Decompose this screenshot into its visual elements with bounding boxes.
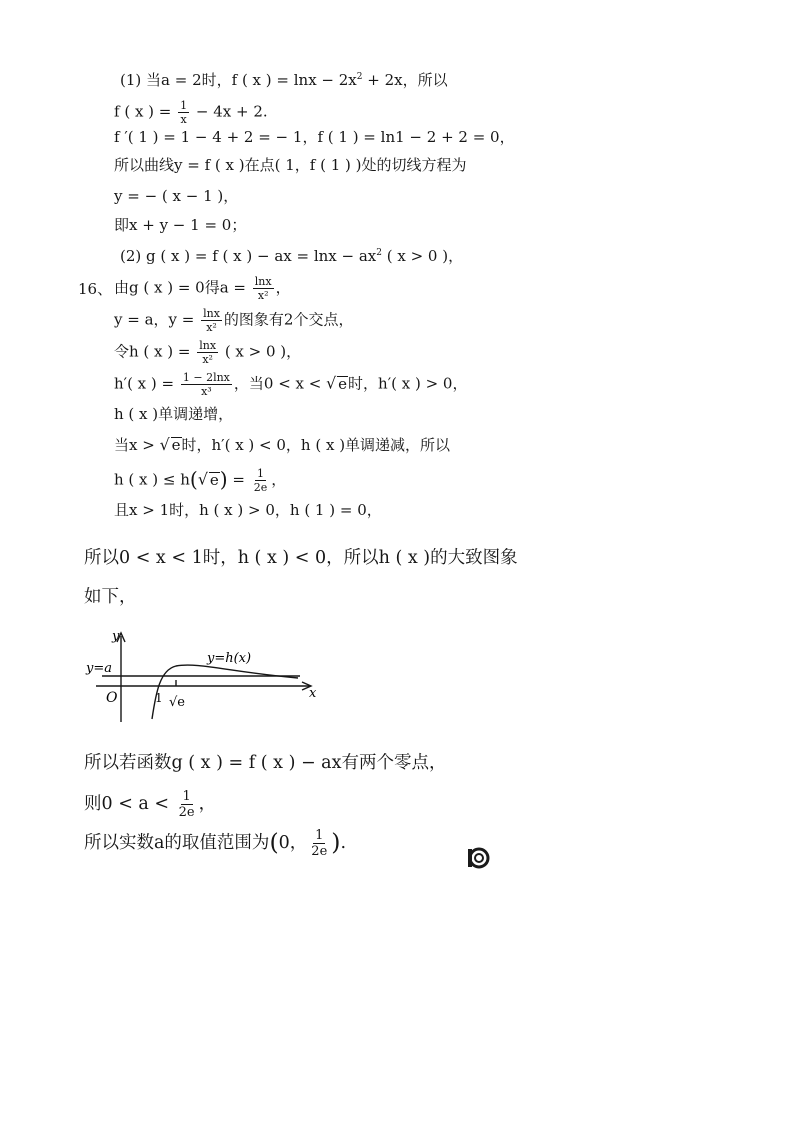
origin-label: O xyxy=(106,690,118,706)
graph-h xyxy=(80,622,330,727)
line-values-at-1: f ′( 1 ) = 1 − 4 + 2 = − 1，f ( 1 ) = ln1 − 2 + 2 = 0， xyxy=(114,128,515,146)
line-part1-condition: (1) 当a = 2时，f ( x ) = $\ln x - 2x^2 + 2x$，所以 xyxy=(120,71,448,89)
fraction: $\frac{\ln x}{\text{x²}}$ xyxy=(203,307,220,334)
line-tangent-eq: y = − ( x − 1 )， xyxy=(114,187,239,205)
line-g-zero: 由g ( x ) = 0得a = $\frac{\ln x}{\text{x²}}$ ， xyxy=(114,275,291,302)
fraction: $\frac{1 - 2\ln x}{\text{x³}}$ xyxy=(182,371,230,398)
curve-h xyxy=(152,665,298,719)
fraction: $\frac{1}{x}$ xyxy=(180,99,188,126)
line-label: y=a xyxy=(86,661,112,676)
line-h-positive: 且x > 1时，h ( x ) > 0，h ( 1 ) = 0， xyxy=(114,501,382,519)
stamp-icon xyxy=(466,845,490,871)
line-h-max: h ( x ) ≤ h(√ e) = $\frac{1}{2e}$ ， xyxy=(114,467,287,494)
fraction: $\frac{1}{2e}$ xyxy=(178,789,195,820)
line-part2-g: (2) g ( x ) = f ( x ) − ax = $\ln x - ax^2$ ( x > 0 )， xyxy=(120,247,464,265)
line-two-zeros: 所以若函数g ( x ) = f ( x ) − ax有两个零点， xyxy=(84,753,447,773)
line-a-range: 则0 < a < $\frac{1}{2e}$ ， xyxy=(84,789,217,820)
fraction: $\frac{\ln x}{\text{x²}}$ xyxy=(254,275,272,302)
line-intersections: y = a，y = $\frac{\ln x}{\text{x²}}$ 的图象有2个交点， xyxy=(114,307,354,334)
line-derivative-f: f ( x ) = $\frac{1}{x}$ − 4x + 2. xyxy=(114,99,268,126)
x-axis-label: x xyxy=(309,686,317,701)
curve-label: y=h(x) xyxy=(207,651,252,666)
fraction: $\frac{1}{2e}$ xyxy=(253,467,268,494)
line-final-answer: 所以实数a的取值范围为(0， $\frac{1}{2e}$ ). xyxy=(84,828,347,859)
problem-number: 16、 xyxy=(78,280,113,298)
y-axis-label: y xyxy=(112,629,120,644)
line-h-decreasing: 当x > √ e时，h′( x ) < 0，h ( x )单调递减，所以 xyxy=(114,435,451,454)
fraction: $\frac{1}{2e}$ xyxy=(311,828,328,859)
line-h-negative: 所以0 < x < 1时，h ( x ) < 0，所以h ( x )的大致图象 xyxy=(84,548,518,568)
line-define-h: 令h ( x ) = $\frac{\ln x}{\text{x²}}$ ( x > 0 )， xyxy=(114,339,302,366)
line-graph-intro: 如下， xyxy=(84,587,137,607)
line-tangent-intro: 所以曲线y = f ( x )在点( 1，f ( 1 ) )处的切线方程为 xyxy=(114,156,467,174)
line-h-derivative: h′( x ) = $\frac{1 - 2\ln x}{\text{x³}}$ ，当0 < x < √ e时，h′( x ) > 0， xyxy=(114,371,468,398)
fraction: $\frac{\ln x}{\text{x²}}$ xyxy=(199,339,217,366)
line-tangent-general: 即x + y − 1 = 0； xyxy=(114,216,247,234)
line-h-increasing: h ( x )单调递增， xyxy=(114,405,234,423)
tick-1-label: 1 xyxy=(155,691,163,705)
tick-sqrt-e-label: √e xyxy=(169,695,185,710)
